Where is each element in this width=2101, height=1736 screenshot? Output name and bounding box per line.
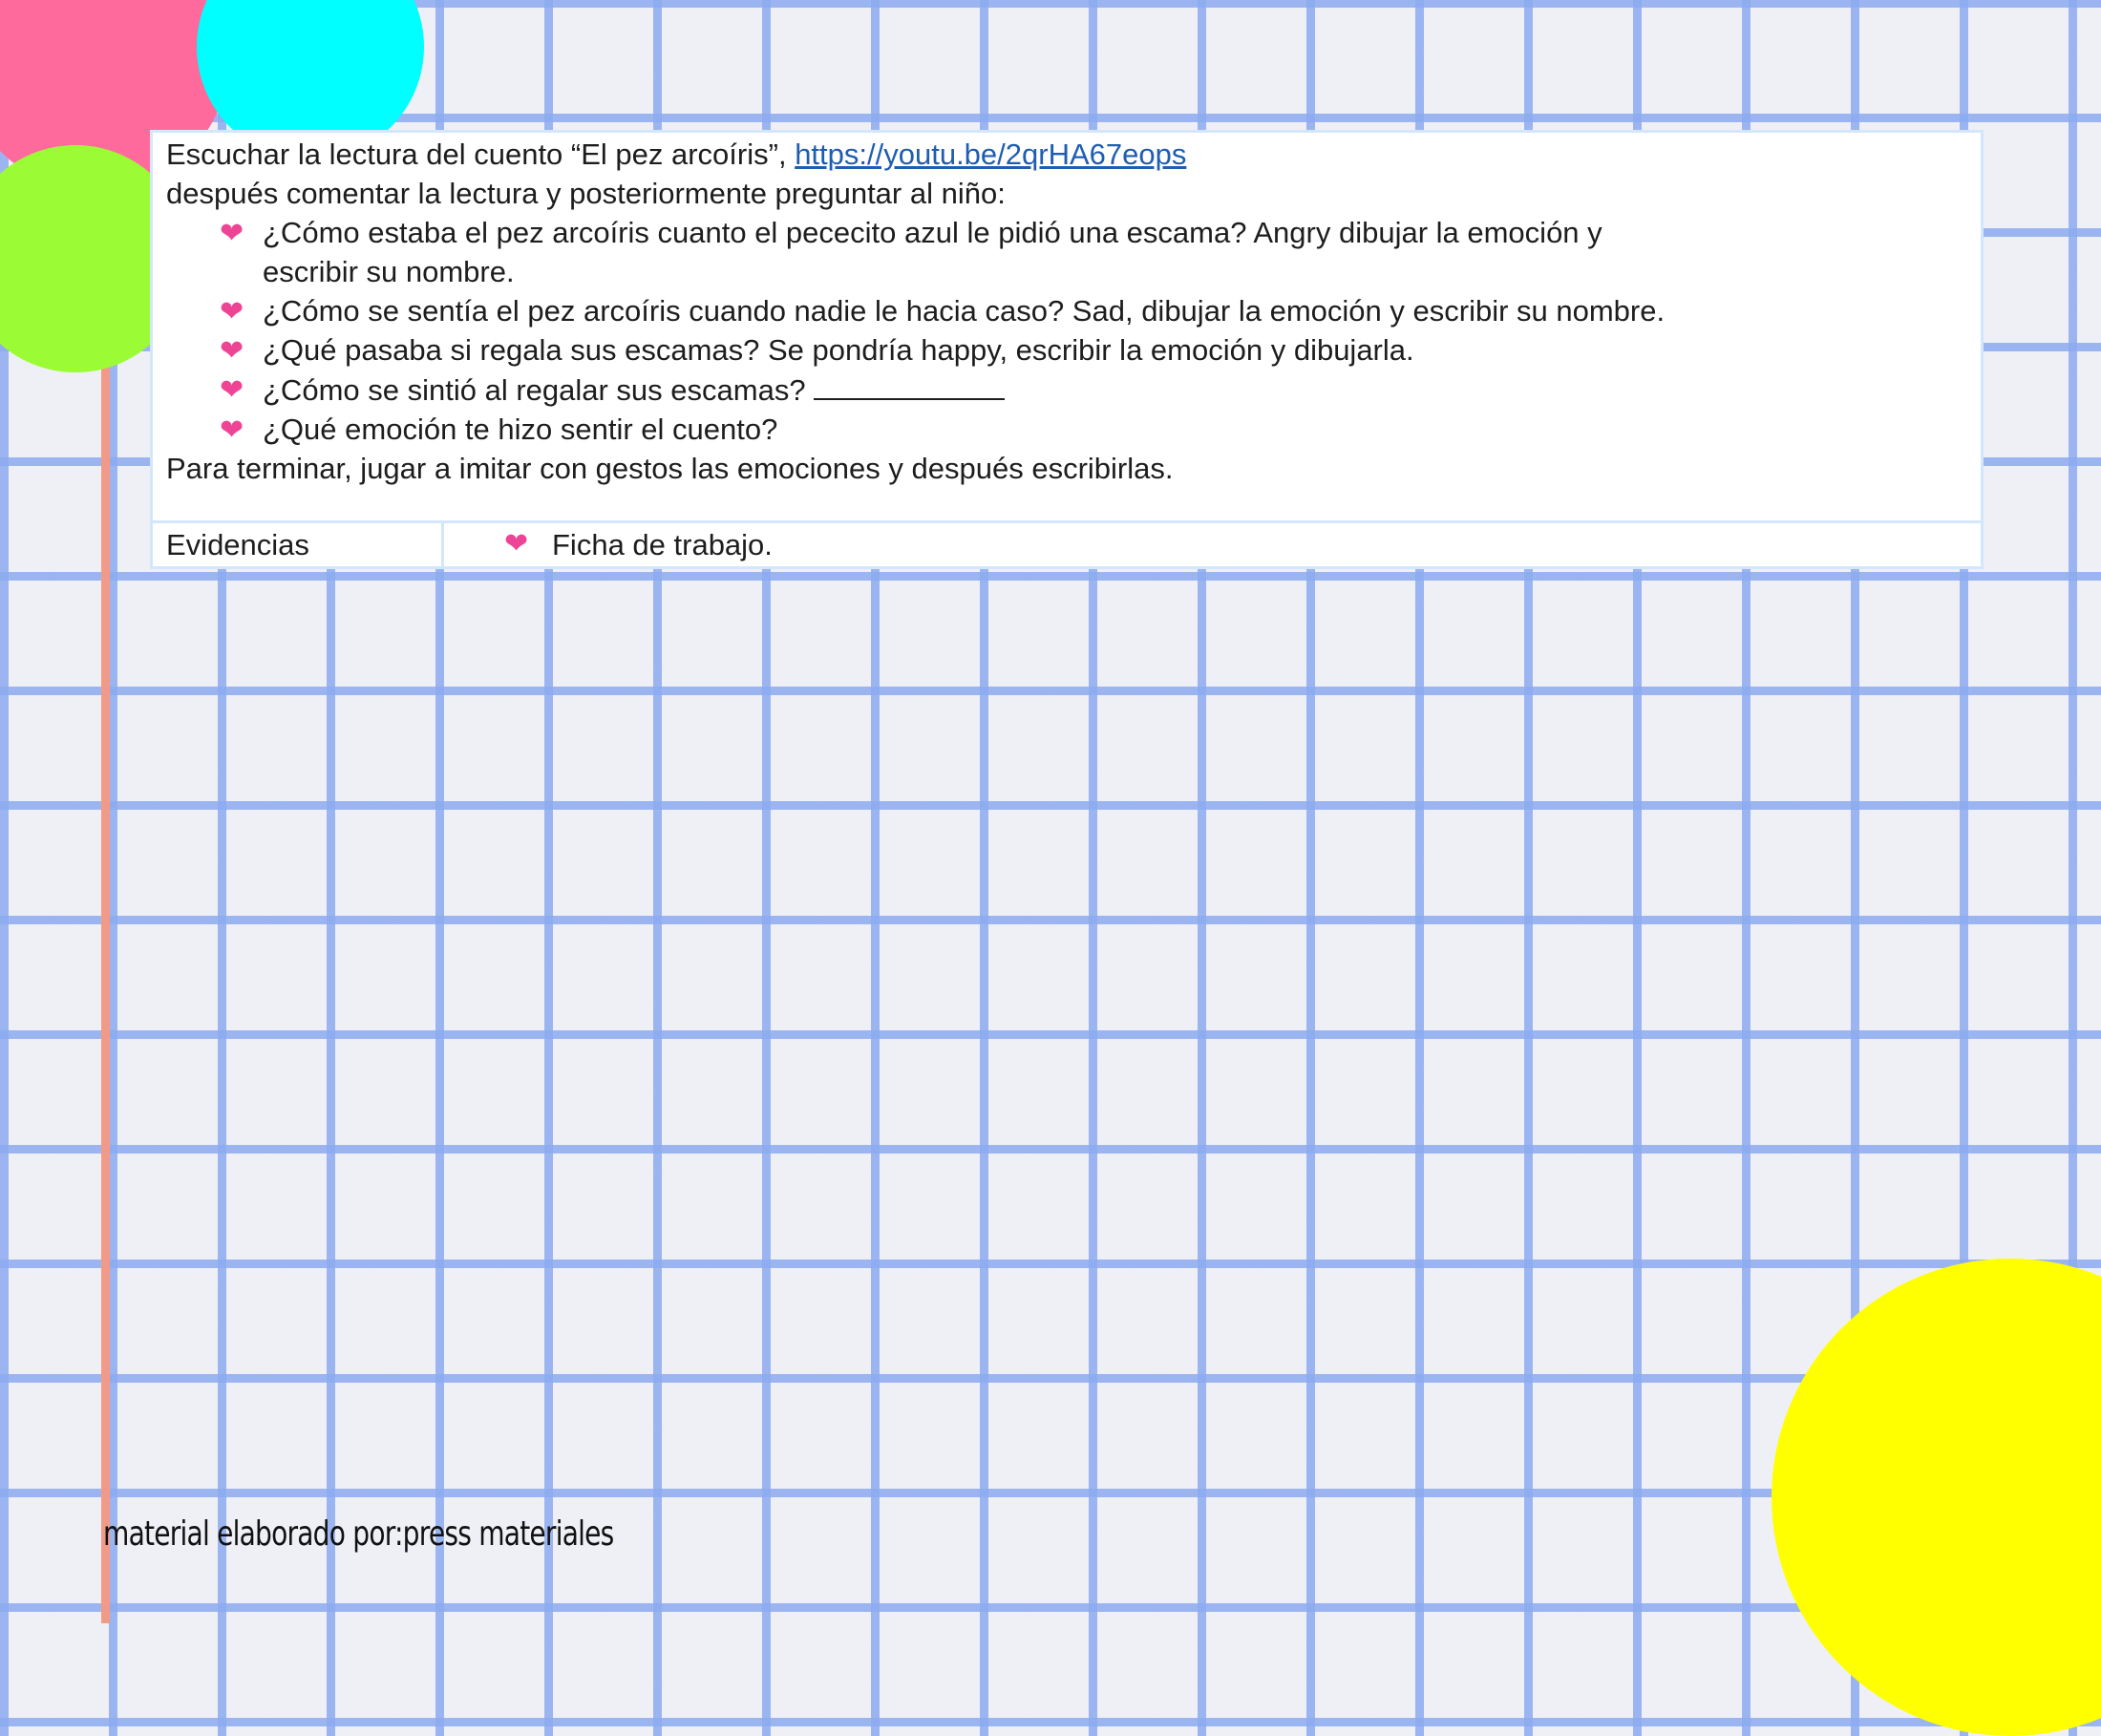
heart-icon: ❤: [220, 413, 244, 447]
evidencias-label: Evidencias: [166, 528, 309, 561]
youtube-link[interactable]: https://youtu.be/2qrHA67eops: [795, 138, 1187, 171]
question-text: ¿Cómo estaba el pez arcoíris cuanto el pececito azul le pidió una escama? Angry dibujar la emoción y: [263, 216, 1602, 249]
intro-text: Escuchar la lectura del cuento “El pez arcoíris”,: [166, 138, 796, 171]
answer-blank-line[interactable]: [814, 370, 1005, 400]
question-list: [166, 213, 1967, 449]
evidencias-row: [150, 523, 1984, 569]
question-item: [166, 410, 1967, 449]
question-text: ¿Cómo se sentía el pez arcoíris cuando nadie le hacia caso? Sad, dibujar la emoción y escribir su nombre.: [263, 294, 1666, 328]
closing-instruction: Para terminar, jugar a imitar con gestos las emociones y después escribirlas.: [166, 452, 1174, 485]
heart-icon: ❤: [220, 373, 244, 407]
question-text: ¿Cómo se sintió al regalar sus escamas?: [263, 373, 806, 407]
question-text: ¿Qué emoción te hizo sentir el cuento?: [263, 413, 778, 446]
question-item-continuation: [166, 252, 1967, 291]
intro-line-2: después comentar la lectura y posteriormente preguntar al niño:: [166, 177, 1006, 210]
credit-text: material elaborado por:press materiales: [103, 1514, 614, 1554]
question-item: [166, 213, 1967, 252]
intro-line-1: [166, 135, 1967, 174]
activity-box: [150, 130, 1984, 523]
heart-icon: ❤: [220, 334, 244, 368]
question-text: escribir su nombre.: [263, 255, 515, 288]
yellow-circle-decoration: [1772, 1259, 2101, 1736]
heart-icon: ❤: [220, 295, 244, 328]
heart-icon: ❤: [504, 527, 529, 561]
question-item: [166, 291, 1967, 330]
cell-divider: [441, 523, 444, 566]
heart-icon: ❤: [220, 217, 244, 250]
evidencias-item: Ficha de trabajo.: [552, 528, 773, 561]
question-item: [166, 370, 1967, 410]
question-text: ¿Qué pasaba si regala sus escamas? Se pondría happy, escribir la emoción y dibujarla.: [263, 333, 1414, 367]
question-item: [166, 330, 1967, 370]
